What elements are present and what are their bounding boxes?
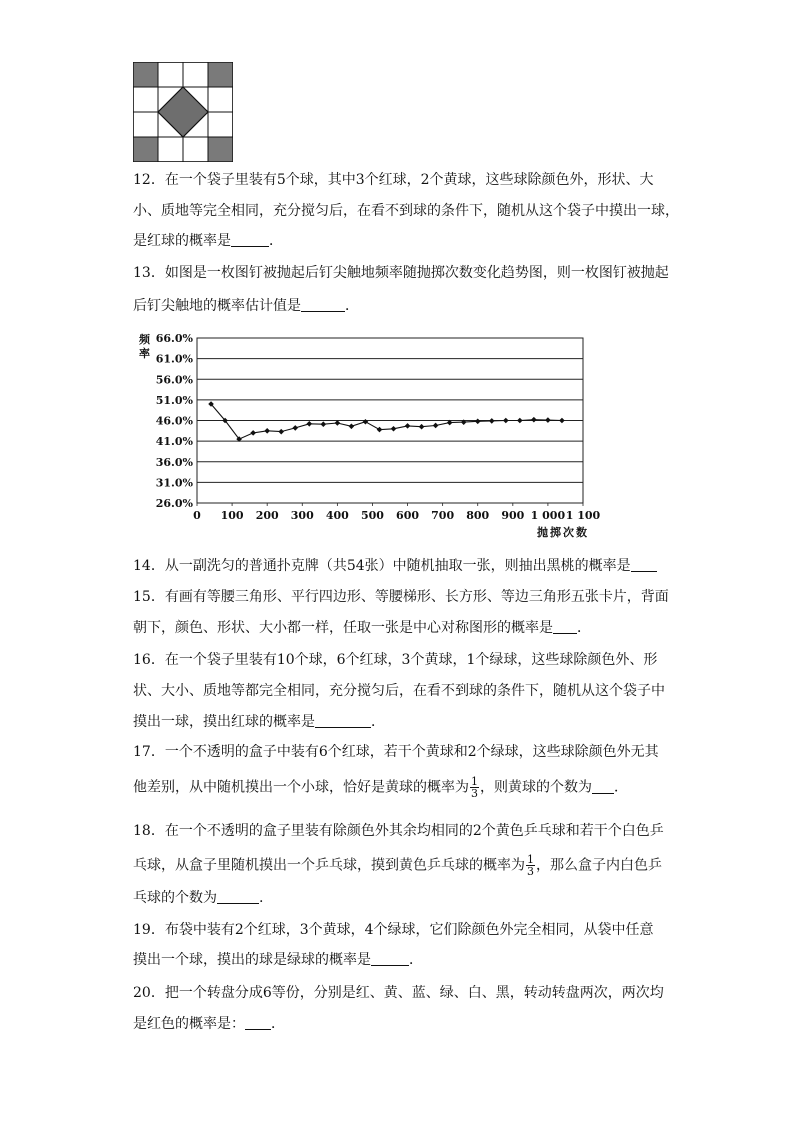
x-tick-label: 0 bbox=[193, 509, 201, 522]
data-point bbox=[531, 417, 537, 423]
square-tile-pattern-figure bbox=[133, 62, 233, 162]
fraction-one-third: $\frac{1}{3}$ bbox=[471, 775, 478, 800]
x-tick-label: 100 bbox=[220, 509, 244, 522]
answer-blank[interactable] bbox=[245, 1015, 271, 1030]
answer-blank[interactable] bbox=[217, 889, 259, 904]
data-point bbox=[503, 418, 509, 424]
series-line bbox=[211, 404, 562, 439]
y-axis-label-bottom: 率 bbox=[139, 347, 150, 360]
x-tick-label: 800 bbox=[466, 509, 490, 522]
data-point bbox=[306, 421, 312, 427]
answer-blank[interactable] bbox=[301, 297, 345, 312]
data-point bbox=[278, 429, 284, 435]
answer-blank[interactable] bbox=[631, 557, 657, 572]
answer-blank[interactable] bbox=[553, 619, 577, 634]
x-axis-label: 抛掷次数 bbox=[537, 526, 589, 539]
y-axis-label-top: 频 bbox=[139, 333, 150, 346]
chart-gridlines bbox=[197, 338, 583, 506]
y-tick-label: 56.0% bbox=[155, 373, 193, 387]
y-tick-label: 66.0% bbox=[155, 332, 193, 345]
frequency-series bbox=[197, 401, 583, 442]
data-point bbox=[419, 424, 425, 430]
y-tick-label: 36.0% bbox=[155, 455, 193, 469]
y-tick-label: 46.0% bbox=[155, 414, 193, 428]
data-point bbox=[292, 425, 298, 431]
worksheet-page: 12．在一个袋子里装有5个球，其中3个红球，2个黄球，这些球除颜色外，形状、大 小、质地等完全相同，充分搅匀后，在看不到球的条件下，随机从这个袋子中摸出一球， 是红球的概率是 ． 13．如图是一枚图钉被抛起后钉尖触地频率随抛掷次数变化趋势图，则一枚图钉被抛起 后钉尖触地的概率估计值是 ． 66.0% 61.0% 56.0% 51.0% 46.0% 41.0% 36.0% 31.0% 26.0% 0 100 200 300 400 500 600 700 800 900 1 000 1 100 频 率 抛掷次数 14．从一副洗匀的普通扑克牌（共54张）中随机抽取一张，则抽出黑桃的概率是 15．有画有等腰三角形、平行四边形、等腰梯形、长方形、等边三角形五张卡片，背面 朝下，颜色、形状、大小都一样，任取一张是中心对称图形的概率是 ． 16．在一个袋子里装有10个球，6个红球，3个黄球，1个绿球，这些球除颜色外、形 状、大小、质地等都完全相同，充分搅匀后，在看不到球的条件下，随机从这个袋子中 摸出一球，摸出红球的概率是 ． 17．一个不透明的盒子中装有6个红球，若干个黄球和2个绿球，这些球除颜色外无其 他差别，从中随机摸出一个小球，恰好是黄球的概率为 $\frac{1}{3}$ ，则黄球的个数为 ． 18．在一个不透明的盒子里装有除颜色外其余均相同的2个黄色乒乓球和若干个白色乒 乓球，从盒子里随机摸出一个乒乓球，摸到黄色乒乓球的概率为 $\frac{1}{3}$ ，那么盒子内白色乒 乓球的个数为 . 19．布袋中装有2个红球，3个黄球，4个绿球，它们除颜色外完全相同，从袋中任意 摸出一个球，摸出的球是绿球的概率是 ． 20．把一个转盘分成6等份，分别是红、黄、蓝、绿、白、黑，转动转盘两次，两次均 是红色的概率是： ． bbox=[0, 0, 794, 1123]
y-tick-label: 61.0% bbox=[155, 352, 193, 366]
data-point bbox=[405, 423, 411, 429]
data-point bbox=[545, 417, 551, 423]
x-tick-label: 1 000 bbox=[530, 509, 566, 522]
x-tick-label: 900 bbox=[501, 509, 525, 522]
x-tick-label: 700 bbox=[431, 509, 455, 522]
x-tick-label: 1 100 bbox=[565, 509, 601, 522]
data-point bbox=[475, 419, 481, 425]
y-tick-label: 51.0% bbox=[155, 393, 193, 407]
x-tick-label: 300 bbox=[290, 509, 314, 522]
y-tick-labels bbox=[156, 332, 194, 510]
x-tick-labels bbox=[193, 509, 600, 522]
data-point bbox=[433, 423, 439, 429]
data-point bbox=[335, 420, 341, 426]
data-point bbox=[264, 428, 270, 434]
data-point bbox=[377, 427, 383, 433]
answer-blank[interactable] bbox=[315, 713, 371, 728]
data-point bbox=[349, 423, 355, 429]
data-point bbox=[321, 421, 327, 427]
frequency-trend-chart bbox=[133, 326, 603, 541]
y-tick-label: 26.0% bbox=[155, 497, 193, 510]
data-point bbox=[250, 430, 256, 436]
x-tick-label: 400 bbox=[325, 509, 349, 522]
answer-blank[interactable] bbox=[371, 951, 409, 966]
answer-blank[interactable] bbox=[592, 779, 614, 794]
x-tick-label: 200 bbox=[255, 509, 279, 522]
fraction-one-third: $\frac{1}{3}$ bbox=[527, 853, 534, 878]
data-point bbox=[489, 418, 495, 424]
answer-blank[interactable] bbox=[231, 232, 269, 247]
data-point bbox=[391, 426, 397, 432]
data-point bbox=[363, 419, 369, 425]
x-tick-label: 600 bbox=[396, 509, 420, 522]
x-tick-label: 500 bbox=[360, 509, 384, 522]
y-tick-label: 31.0% bbox=[155, 476, 193, 490]
data-point bbox=[517, 418, 523, 424]
y-tick-label: 41.0% bbox=[155, 435, 193, 449]
data-point bbox=[559, 418, 565, 424]
